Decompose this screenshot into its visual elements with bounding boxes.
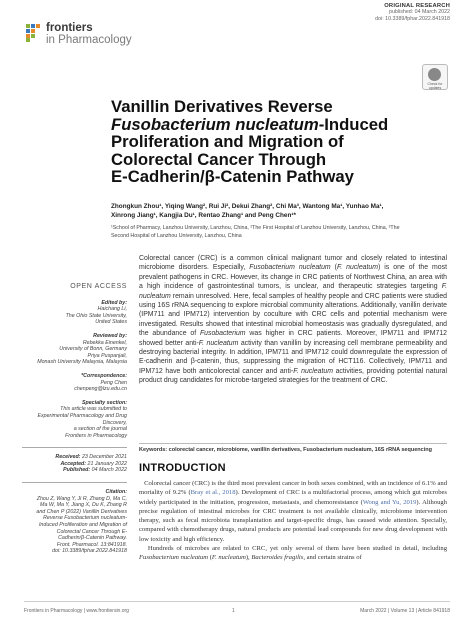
abstract-species: Fusobacterium — [199, 330, 246, 338]
intro-species: F. nucleatum — [211, 554, 246, 562]
editor-line: United States — [95, 319, 127, 326]
citation-line: Induced Proliferation and Migration of — [38, 522, 127, 529]
correspondence-section — [22, 373, 127, 393]
abstract-text — [139, 254, 447, 386]
sidebar-divider — [22, 482, 127, 483]
date-label: Published: — [63, 467, 91, 474]
abstract-fragment: Colorectal cancer (CRC) is a common clinical malignant tumor and closely related to intestinal microbiome disorders. Especially, — [139, 255, 447, 272]
introduction-heading: INTRODUCTION — [139, 462, 226, 474]
abstract-fragment: was higher in CRC patients. Moreover, IPM711 and IPM712 showed better anti- — [139, 330, 447, 347]
affiliation-line: Second Hospital of Lanzhou University, Lanzhou, China — [111, 233, 242, 239]
received-date — [22, 454, 127, 461]
title-line — [111, 116, 441, 134]
reviewer-line: University of Bonn, Germany — [59, 346, 127, 353]
citation-line: Cadherin/β-Catenin Pathway. — [58, 535, 127, 542]
title-line: Vanillin Derivatives Reverse — [111, 97, 333, 116]
date-value: 04 March 2022 — [91, 467, 127, 474]
correspondence-heading: *Correspondence: — [81, 372, 127, 379]
affiliations — [111, 224, 446, 240]
specialty-heading: Specialty section: — [81, 399, 127, 406]
citation-section — [22, 489, 127, 555]
title-species: Fusobacterium nucleatum — [111, 114, 319, 134]
author-line[interactable]: Zhongkun Zhou¹, Yiqing Wang², Rui Ji², Dekui Zhang², Chi Ma³, Wantong Ma¹, Yunhao Ma¹, — [111, 203, 384, 210]
page-number: 1 — [232, 608, 235, 614]
date-label: Accepted: — [60, 460, 87, 467]
journal-logo[interactable] — [26, 22, 132, 46]
citation-line: and Chen P (2022) Vanillin Derivatives — [36, 508, 127, 515]
citation-heading: Citation: — [105, 489, 127, 496]
abstract-fragment: activities, providing potential natural product drug candidates for microbe-targeted strategies for the treatment of CRC. — [139, 367, 447, 385]
date-value: 21 January 2022 — [87, 460, 127, 467]
frontiers-logo-icon — [26, 24, 42, 42]
intro-species: Fusobacterium nucleatum — [139, 554, 209, 562]
edited-by-section — [22, 300, 127, 326]
specialty-line: Experimental Pharmacology and Drug — [37, 412, 127, 419]
citation-line: Front. Pharmacol. 13:841918. — [56, 541, 127, 548]
intro-paragraph — [139, 544, 447, 563]
sidebar-divider — [22, 447, 127, 448]
date-value: 23 December 2021 — [81, 454, 127, 461]
intro-species: Bacteroides fragilis — [251, 554, 304, 562]
editor-line: The Ohio State University, — [65, 312, 127, 319]
introduction-body — [139, 479, 447, 563]
article-title — [111, 98, 441, 186]
reviewer-line: Rebekka Einenkel, — [82, 339, 127, 346]
title-line: Proliferation and Migration of — [111, 132, 344, 152]
abstract-fragment: ( — [330, 264, 337, 272]
correspondence-email[interactable]: chenpeng@lzu.edu.cn — [74, 386, 127, 393]
title-fragment: -Induced — [318, 114, 389, 134]
specialty-line: Frontiers in Pharmacology — [65, 432, 127, 439]
article-type: ORIGINAL RESEARCH — [384, 3, 450, 9]
footer-journal-link[interactable]: Frontiers in Pharmacology | www.frontiersin.org — [24, 608, 129, 614]
citation-link[interactable]: Bray et al., 2018 — [190, 489, 236, 497]
abstract-species: F. nucleatum — [336, 264, 378, 272]
check-for-updates-badge[interactable] — [422, 64, 448, 90]
author-list — [111, 202, 446, 220]
reviewed-by-section — [22, 333, 127, 366]
abstract-fragment: activity than vanillin by increasing cell membrane permeability and destroying bacterial integrity. In addition, IPM711 and IPM712 could downregulate the expression of E-cadherin and β-catenin, thus, suppressing the migration of HCT116. Collectively, IPM711 and IPM712 have both anticolorectal cancer and anti- — [139, 339, 447, 375]
footer-volume-info: March 2022 | Volume 13 | Article 841918 — [360, 608, 450, 614]
article-sidebar — [22, 284, 127, 562]
specialty-section — [22, 400, 127, 440]
article-doi[interactable]: doi: 10.3389/fphar.2022.841918 — [375, 15, 450, 22]
keywords-line — [139, 447, 447, 454]
intro-fragment: ), — [245, 554, 252, 562]
abstract-species: Fusobacterium nucleatum — [249, 264, 331, 272]
citation-line: Reverse Fusobacterium nucleatum- — [43, 515, 127, 522]
reviewer-line: Monash University Malaysia, Malaysia — [37, 359, 127, 366]
keywords-label: Keywords: — [139, 447, 168, 453]
published-date: published: 04 March 2022 — [389, 9, 450, 16]
citation-line: Ma W, Ma Y, Jiang X, Du K, Zhang R — [40, 502, 127, 509]
intro-fragment: Hundreds of microbes are related to CRC, yet only several of them have been studied in detail, including — [147, 545, 447, 553]
specialty-line: This article was submitted to — [60, 406, 127, 413]
citation-line: Colorectal Cancer Through E- — [56, 528, 127, 535]
author-line[interactable]: Xinrong Jiang¹, Kangjia Du¹, Rentao Zhang¹ and Peng Chen¹* — [111, 212, 296, 219]
reviewer-line: Priya Puspanjali, — [87, 352, 127, 359]
abstract-fragment: ) is one of the most prevalent pathogens in CRC. However, its change in CRC patients of Northwest China, an area with a high incidence of gastrointestinal tumors, is unclear, and therapeutic strategies targeting — [139, 264, 447, 291]
title-line: E-Cadherin/β-Catenin Pathway — [111, 167, 354, 187]
keywords-divider — [139, 443, 447, 444]
intro-fragment: ( — [208, 554, 212, 562]
date-label: Received: — [55, 454, 81, 461]
logo-journal: in Pharmacology — [46, 34, 132, 46]
footer-divider — [24, 601, 450, 602]
accepted-date — [22, 461, 127, 468]
intro-fragment: ). Although precise regulation of intestinal microbes for CRC treatment is not available clinically, microbiome intervention therapy, such as fecal microbiota transplantation and target-specific drugs, has caused wide attention. Specially, compared with chemotherapy drugs, natural products are potential lead compounds for new drug development with low toxicity and high efficiency. — [139, 498, 447, 543]
logo-brand: frontiers — [46, 22, 93, 34]
citation-doi[interactable]: doi: 10.3389/fphar.2022.841918 — [52, 548, 127, 555]
abstract-species: F. nucleatum — [198, 339, 239, 347]
abstract-species: F. nucleatum — [139, 283, 447, 300]
citation-line: Zhou Z, Wang Y, Ji R, Zhang D, Ma C, — [36, 495, 127, 502]
intro-fragment: Colorectal cancer (CRC) is the third most prevalent cancer in both sexes combined, with an incidence of 6.1% and mortality of 9.2% ( — [139, 480, 447, 497]
specialty-line: a section of the journal — [73, 426, 127, 433]
edited-by-heading: Edited by: — [101, 299, 127, 306]
editor-line: Haichang Li, — [97, 306, 127, 313]
intro-fragment: , and certain strains of — [303, 554, 362, 562]
title-line: Colorectal Cancer Through — [111, 149, 327, 169]
published-date-sidebar — [22, 467, 127, 474]
dates-section — [22, 454, 127, 474]
specialty-line: Discovery, — [102, 419, 127, 426]
abstract-species: F. nucleatum — [293, 367, 333, 375]
citation-link[interactable]: Wong and Yu, 2019 — [362, 498, 417, 506]
intro-fragment: ). Development of CRC is a multifactorial process, among which gut microbes widely participated in the initiation, progression, metastasis, and chemoresistance ( — [139, 489, 447, 506]
logo-text — [46, 22, 132, 46]
article-meta — [375, 3, 450, 22]
correspondence-line: Peng Chen — [100, 379, 127, 386]
reviewed-by-heading: Reviewed by: — [93, 332, 127, 339]
affiliation-line: ¹School of Pharmacy, Lanzhou University, Lanzhou, China, ²The First Hospital of Lanzhou University, Lanzhou, China, ³The — [111, 225, 400, 231]
abstract-fragment: remain unresolved. Here, fecal samples of healthy people and CRC patients were studied using 16S rRNA sequencing to explore microbial community alterations. Additionally, vanillin derivate (IPM711 and IPM712) intervention by coculture with CRC cells and potential mechanism were investigated. Results showed that intestinal microbial homeostasis was gradually dysregulated, and the abundance of — [139, 292, 447, 338]
intro-paragraph — [139, 479, 447, 544]
open-access-label: OPEN ACCESS — [70, 283, 127, 290]
update-check-icon — [428, 68, 441, 81]
keywords-text: colorectal cancer, microbiome, vanillin derivatives, Fusobacterium nucleatum, 16S rRNA sequencing — [167, 447, 432, 453]
badge-label: Check for updates — [427, 82, 443, 90]
